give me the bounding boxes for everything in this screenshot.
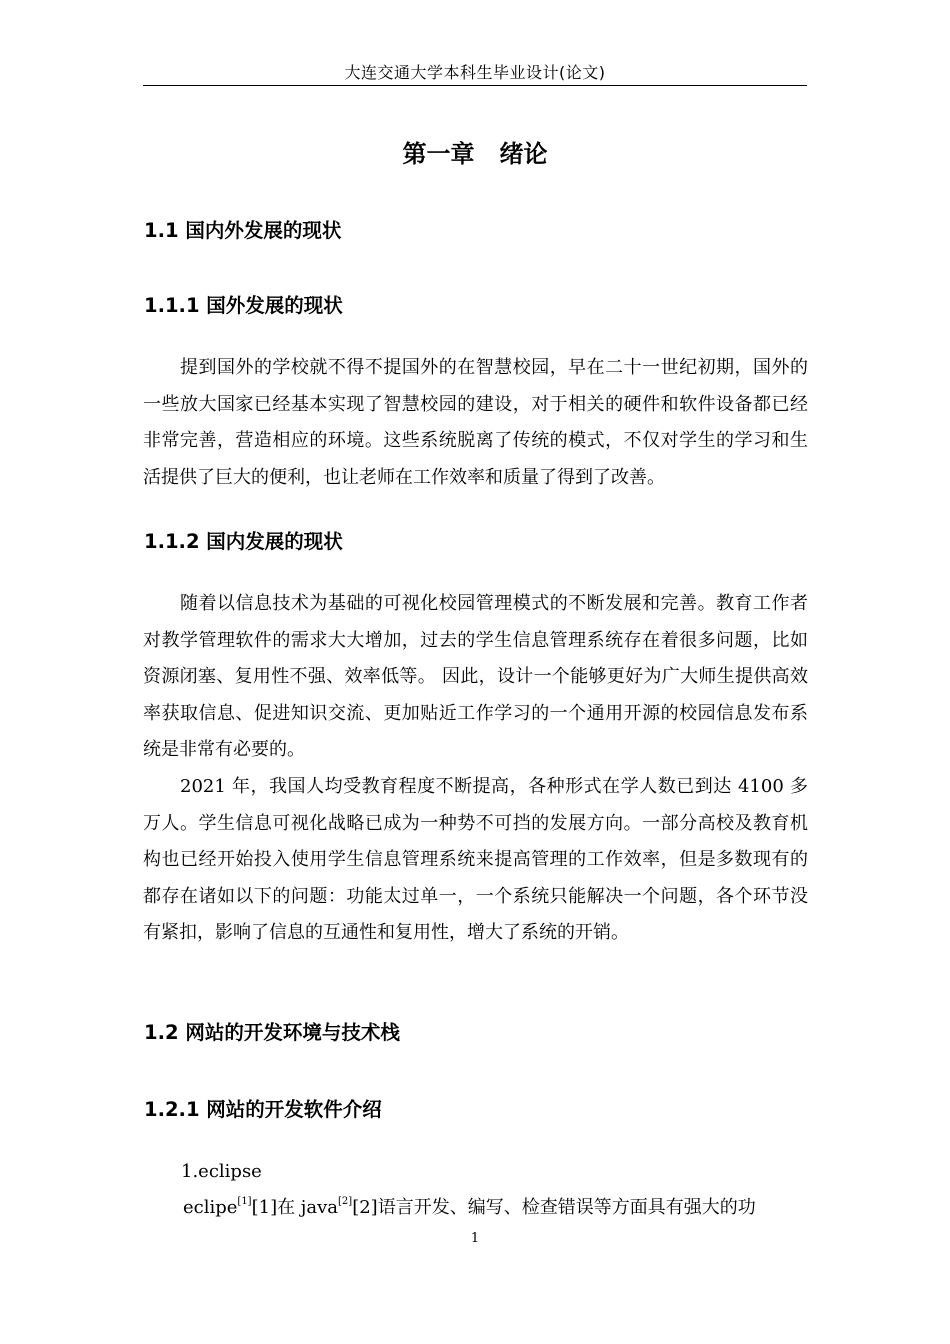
paragraph-domestic-status-1: 随着以信息技术为基础的可视化校园管理模式的不断发展和完善。教育工作者对教学管理软件的需求大大增加，过去的学生信息管理系统存在着很多问题，比如资源闭塞、复用性不强、效率低等。 因此，设计一个能够更好为广大师生提供高效率获取信息、促进知识交流、更加贴近工作学习的一个通用开源的校园信息发布系统是非常有必要的。 bbox=[143, 593, 808, 760]
paragraph-domestic-status-2: 2021 年，我国人均受教育程度不断提高，各种形式在学人数已到达 4100 多万人。学生信息可视化战略已成为一种势不可挡的发展方向。一部分高校及教育机构也已经开始投入使用学生信息管理系统来提高管理的工作效率，但是多数现有的都存在诸如以下的问题：功能太过单一，一个系统只能解决一个问题，各个环节没有紧扣，影响了信息的互通性和复用性，增大了系统的开销。 bbox=[143, 776, 808, 943]
section-heading-1-1-1: 1.1.1 国外发展的现状 bbox=[144, 294, 343, 317]
header-rule bbox=[143, 85, 807, 86]
section-heading-1-1-2: 1.1.2 国内发展的现状 bbox=[144, 530, 343, 553]
section-heading-1-2: 1.2 网站的开发环境与技术栈 bbox=[144, 1021, 400, 1044]
page-number: 1 bbox=[470, 1231, 480, 1246]
citation-marker-1: [1] bbox=[237, 1196, 252, 1207]
paragraph-foreign-status: 提到国外的学校就不得不提国外的在智慧校园，早在二十一世纪初期，国外的一些放大国家已经基本实现了智慧校园的建设，对于相关的硬件和软件设备都已经非常完善，营造相应的环境。这些系统脱离了传统的模式，不仅对学生的学习和生活提供了巨大的便利，也让老师在工作效率和质量了得到了改善。 bbox=[143, 357, 808, 488]
section-heading-1-1: 1.1 国内外发展的现状 bbox=[144, 219, 342, 242]
ref-text-part3: [2]语言开发、编写、检查错误等方面具有强大的功 bbox=[352, 1197, 756, 1218]
eclipse-description-line bbox=[183, 1193, 756, 1223]
section-heading-1-2-1: 1.2.1 网站的开发软件介绍 bbox=[144, 1098, 382, 1121]
ref-text-part1: eclipe bbox=[183, 1197, 238, 1218]
list-item-eclipse: 1.eclipse bbox=[181, 1161, 262, 1182]
ref-text-part2: [1]在 java bbox=[251, 1197, 339, 1218]
citation-marker-2: [2] bbox=[338, 1196, 353, 1207]
chapter-title: 第一章 绪论 bbox=[402, 140, 548, 168]
running-header: 大连交通大学本科生毕业设计(论文) bbox=[344, 63, 606, 82]
